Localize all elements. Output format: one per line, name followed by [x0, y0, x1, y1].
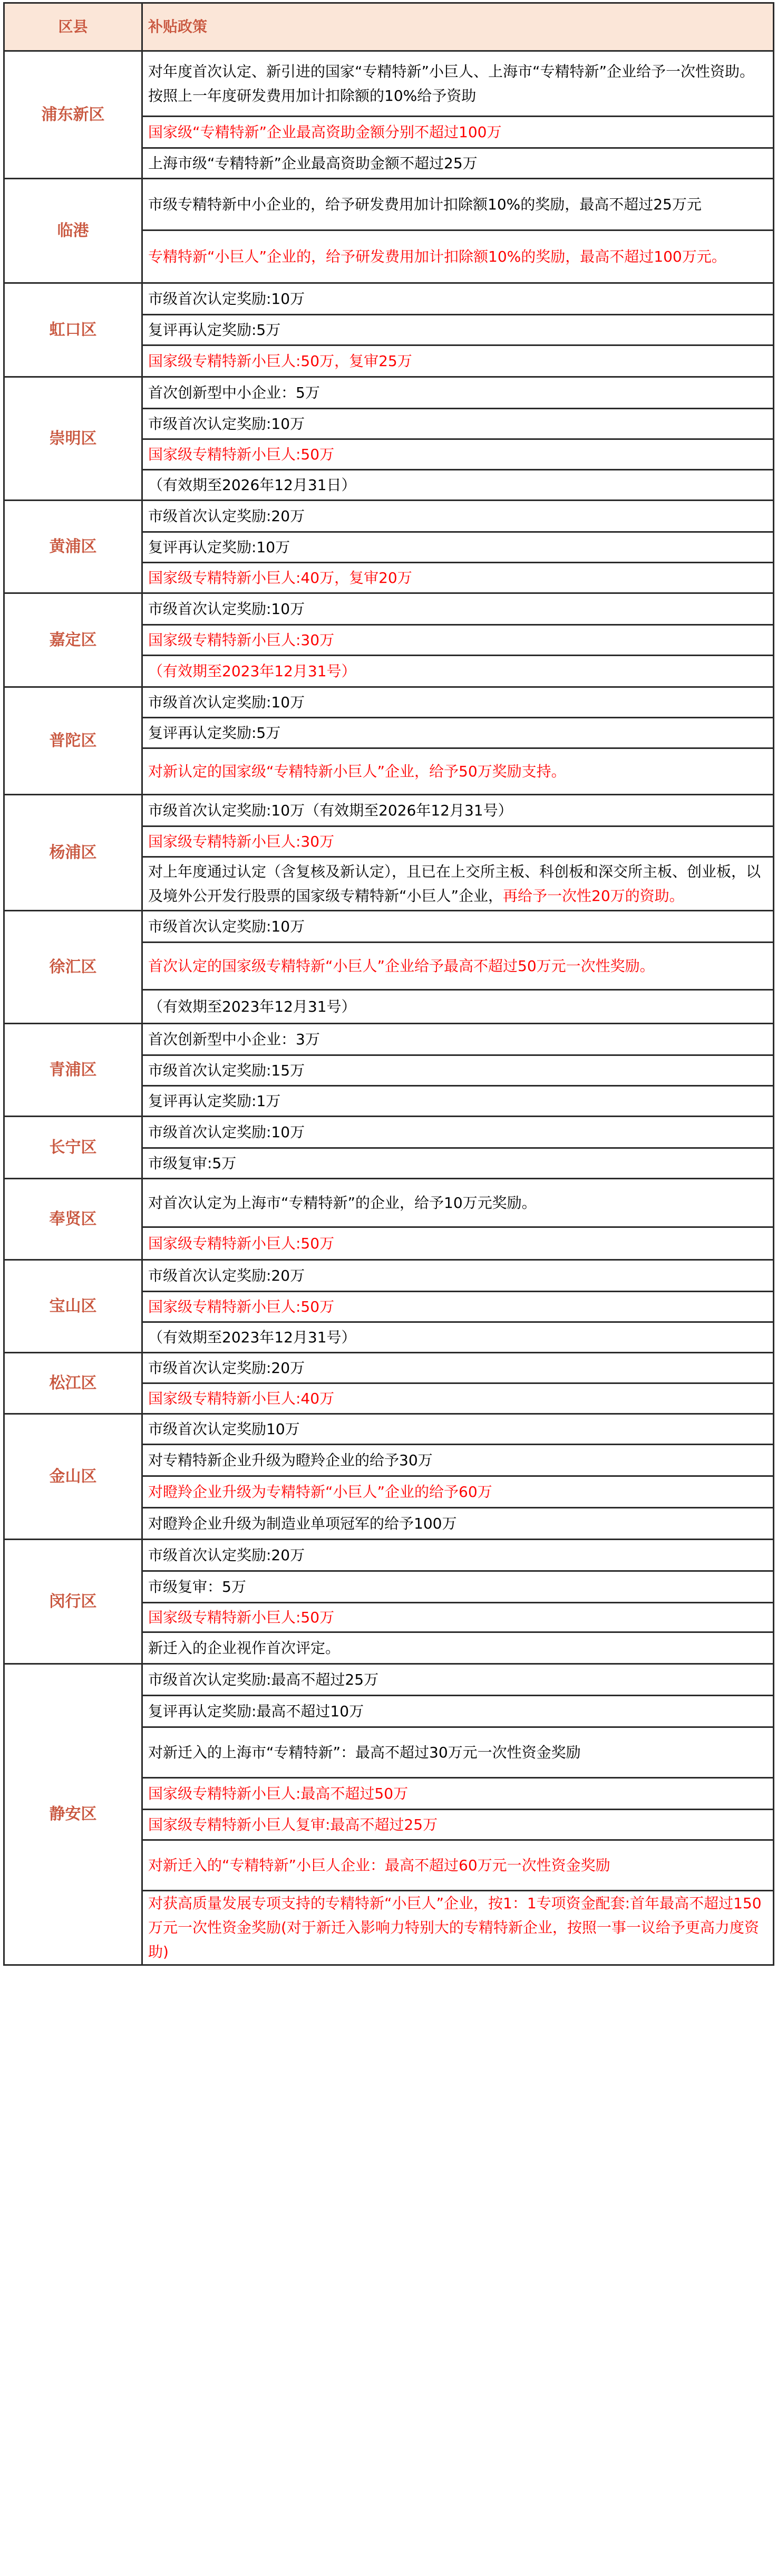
policy-cell [142, 1571, 774, 1603]
policy-cell [142, 1445, 774, 1476]
subsidy-table [3, 2, 774, 1966]
policy-cell [142, 563, 774, 593]
policy-text: 国家级专精特新小巨人:40万，复审20万 [148, 569, 412, 587]
policy-text: 国家级专精特新小巨人:50万 [148, 1234, 335, 1252]
table-row [4, 1540, 774, 1571]
policy-cell [142, 1024, 774, 1055]
policy-cell [142, 1260, 774, 1292]
policy-text: 市级首次认定奖励:20万 [148, 1546, 305, 1564]
policy-cell [142, 593, 774, 625]
policy-text: 市级首次认定奖励:10万 [148, 917, 305, 935]
policy-text: 市级首次认定奖励:15万 [148, 1061, 305, 1079]
policy-text: 复评再认定奖励:最高不超过10万 [148, 1702, 364, 1720]
policy-text: 国家级专精特新小巨人:50万 [148, 445, 335, 463]
policy-cell [142, 1353, 774, 1383]
policy-cell [142, 1891, 774, 1965]
policy-text: 复评再认定奖励:5万 [148, 321, 281, 339]
policy-sheet [0, 2, 777, 2576]
table-row [4, 283, 774, 315]
district-cell: 宝山区 [4, 1260, 142, 1353]
policy-cell [142, 439, 774, 470]
table-row [4, 795, 774, 826]
policy-cell [142, 51, 774, 117]
policy-cell [142, 1840, 774, 1891]
policy-text: 首次创新型中小企业：3万 [148, 1030, 320, 1048]
policy-cell [142, 1603, 774, 1632]
table-row [4, 593, 774, 625]
policy-text: 国家级专精特新小巨人复审:最高不超过25万 [148, 1815, 438, 1833]
policy-cell [142, 826, 774, 857]
policy-text: 国家级专精特新小巨人:50万 [148, 1297, 335, 1315]
policy-text: 国家级“专精特新”企业最高资助金额分别不超过100万 [148, 123, 502, 141]
policy-text: （有效期至2023年12月31号） [148, 1328, 356, 1346]
district-cell: 崇明区 [4, 377, 142, 501]
policy-cell [142, 409, 774, 439]
policy-text: 市级首次认定奖励:10万 [148, 693, 305, 711]
policy-cell [142, 943, 774, 990]
policy-text: 国家级专精特新小巨人:50万 [148, 1608, 335, 1626]
district-cell: 松江区 [4, 1353, 142, 1414]
table-row [4, 687, 774, 718]
policy-cell [142, 1696, 774, 1727]
policy-text: 首次创新型中小企业：5万 [148, 383, 320, 401]
policy-cell [142, 911, 774, 943]
policy-text: 国家级专精特新小巨人:最高不超过50万 [148, 1784, 409, 1802]
policy-text: 市级首次认定奖励:10万 [148, 600, 305, 618]
district-cell: 徐汇区 [4, 911, 142, 1024]
policy-cell [142, 501, 774, 532]
table-row [4, 1179, 774, 1227]
policy-text: 国家级专精特新小巨人:50万，复审25万 [148, 352, 412, 370]
district-cell: 青浦区 [4, 1024, 142, 1117]
policy-text: 市级复审:5万 [148, 1154, 237, 1172]
policy-text: 市级首次认定奖励:10万 [148, 1123, 305, 1141]
policy-cell [142, 315, 774, 345]
policy-text: 市级首次认定奖励:20万 [148, 1266, 305, 1284]
policy-text: 复评再认定奖励:1万 [148, 1092, 281, 1110]
district-cell: 虹口区 [4, 283, 142, 377]
policy-text: 市级专精特新中小企业的，给予研发费用加计扣除额10%的奖励，最高不超过25万元 [148, 195, 702, 213]
table-row [4, 1664, 774, 1696]
policy-cell [142, 1055, 774, 1086]
policy-cell [142, 1540, 774, 1571]
policy-cell [142, 1227, 774, 1260]
policy-text: 市级首次认定奖励:20万 [148, 507, 305, 525]
policy-cell [142, 345, 774, 377]
policy-text: 对年度首次认定、新引进的国家“专精特新”小巨人、上海市“专精特新”企业给予一次性资助。按照上一年度研发费用加计扣除额的10%给予资助 [148, 62, 755, 104]
policy-text: （有效期至2023年12月31号） [148, 997, 356, 1015]
policy-cell [142, 795, 774, 826]
policy-cell [142, 1086, 774, 1117]
table-row [4, 501, 774, 532]
policy-cell [142, 687, 774, 718]
header-row [4, 3, 774, 51]
table-body [4, 51, 774, 1965]
policy-text: 市级首次认定奖励:10万（有效期至2026年12月31号） [148, 801, 513, 819]
policy-text: 首次认定的国家级专精特新“小巨人”企业给予最高不超过50万元一次性奖励。 [148, 957, 655, 975]
policy-text: 国家级专精特新小巨人:30万 [148, 832, 335, 850]
policy-cell [142, 470, 774, 501]
header-district: 区县 [4, 3, 142, 51]
table-row [4, 1353, 774, 1383]
table-row [4, 911, 774, 943]
district-cell: 临港 [4, 179, 142, 283]
table-row [4, 1414, 774, 1445]
policy-cell [142, 625, 774, 656]
policy-cell [142, 117, 774, 148]
district-cell: 金山区 [4, 1414, 142, 1540]
policy-text: 市级首次认定奖励:10万 [148, 415, 305, 432]
policy-cell [142, 1810, 774, 1840]
policy-cell [142, 148, 774, 179]
policy-text: （有效期至2026年12月31日） [148, 476, 356, 494]
policy-cell [142, 1664, 774, 1696]
table-row [4, 377, 774, 409]
policy-text: 对首次认定为上海市“专精特新”的企业，给予10万元奖励。 [148, 1194, 537, 1212]
district-cell: 杨浦区 [4, 795, 142, 911]
policy-cell [142, 748, 774, 795]
table-row [4, 1117, 774, 1148]
district-cell: 嘉定区 [4, 593, 142, 687]
policy-cell [142, 1632, 774, 1664]
table-row [4, 1260, 774, 1292]
policy-text: 市级首次认定奖励10万 [148, 1420, 300, 1438]
district-cell: 静安区 [4, 1664, 142, 1965]
policy-cell [142, 1508, 774, 1540]
table-row [4, 1024, 774, 1055]
policy-text: 对瞪羚企业升级为专精特新“小巨人”企业的给予60万 [148, 1483, 492, 1501]
policy-text: 上海市级“专精特新”企业最高资助金额不超过25万 [148, 154, 478, 172]
policy-cell [142, 656, 774, 687]
policy-text: 对新迁入的“专精特新”小巨人企业：最高不超过60万元一次性资金奖励 [148, 1856, 610, 1874]
policy-text: 国家级专精特新小巨人:40万 [148, 1389, 335, 1407]
district-cell: 闵行区 [4, 1540, 142, 1664]
policy-cell [142, 1383, 774, 1414]
district-cell: 长宁区 [4, 1117, 142, 1179]
policy-cell [142, 1778, 774, 1810]
policy-text: 对专精特新企业升级为瞪羚企业的给予30万 [148, 1451, 433, 1469]
policy-cell [142, 283, 774, 315]
policy-text: 复评再认定奖励:5万 [148, 724, 281, 742]
district-cell: 黄浦区 [4, 501, 142, 593]
policy-text: 国家级专精特新小巨人:30万 [148, 631, 335, 649]
policy-text: 对新迁入的上海市“专精特新”：最高不超过30万元一次性资金奖励 [148, 1743, 581, 1761]
policy-text: 复评再认定奖励:10万 [148, 538, 290, 556]
policy-cell [142, 1414, 774, 1445]
policy-cell [142, 1292, 774, 1322]
policy-cell [142, 179, 774, 230]
policy-cell [142, 1322, 774, 1353]
policy-text: 对获高质量发展专项支持的专精特新“小巨人”企业，按1：1专项资金配套:首年最高不超过150万元一次性资金奖励(对于新迁入影响力特别大的专精特新企业，按照一事一议给予更高力度资助) [148, 1895, 762, 1960]
policy-cell [142, 1117, 774, 1148]
table-row [4, 51, 774, 117]
header-policy: 补贴政策 [142, 3, 774, 51]
district-cell: 奉贤区 [4, 1179, 142, 1260]
policy-cell [142, 532, 774, 563]
policy-cell [142, 1148, 774, 1179]
policy-text: 市级首次认定奖励:20万 [148, 1359, 305, 1377]
policy-text: 专精特新“小巨人”企业的，给予研发费用加计扣除额10%的奖励，最高不超过100万元。 [148, 247, 726, 265]
policy-text: （有效期至2023年12月31号） [148, 662, 356, 680]
policy-cell [142, 1179, 774, 1227]
policy-cell [142, 857, 774, 911]
policy-text: 对上年度通过认定（含复核及新认定），且已在上交所主板、科创板和深交所主板、创业板，以及境外公开发行股票的国家级专精特新“小巨人”企业， [148, 862, 761, 905]
policy-text: 市级首次认定奖励:最高不超过25万 [148, 1670, 379, 1688]
district-cell: 普陀区 [4, 687, 142, 795]
district-cell: 浦东新区 [4, 51, 142, 179]
policy-cell [142, 1727, 774, 1778]
policy-cell [142, 990, 774, 1024]
policy-cell [142, 230, 774, 283]
policy-text: 对新认定的国家级“专精特新小巨人”企业，给予50万奖励支持。 [148, 762, 566, 780]
policy-text-highlight: 再给予一次性20万的资助。 [503, 887, 684, 905]
policy-text: 对瞪羚企业升级为制造业单项冠军的给予100万 [148, 1514, 457, 1532]
policy-cell [142, 1476, 774, 1508]
policy-text: 市级首次认定奖励:10万 [148, 290, 305, 307]
table-row [4, 179, 774, 230]
policy-cell [142, 718, 774, 748]
policy-text: 市级复审：5万 [148, 1578, 246, 1595]
policy-text: 新迁入的企业视作首次评定。 [148, 1639, 341, 1657]
policy-cell [142, 377, 774, 409]
